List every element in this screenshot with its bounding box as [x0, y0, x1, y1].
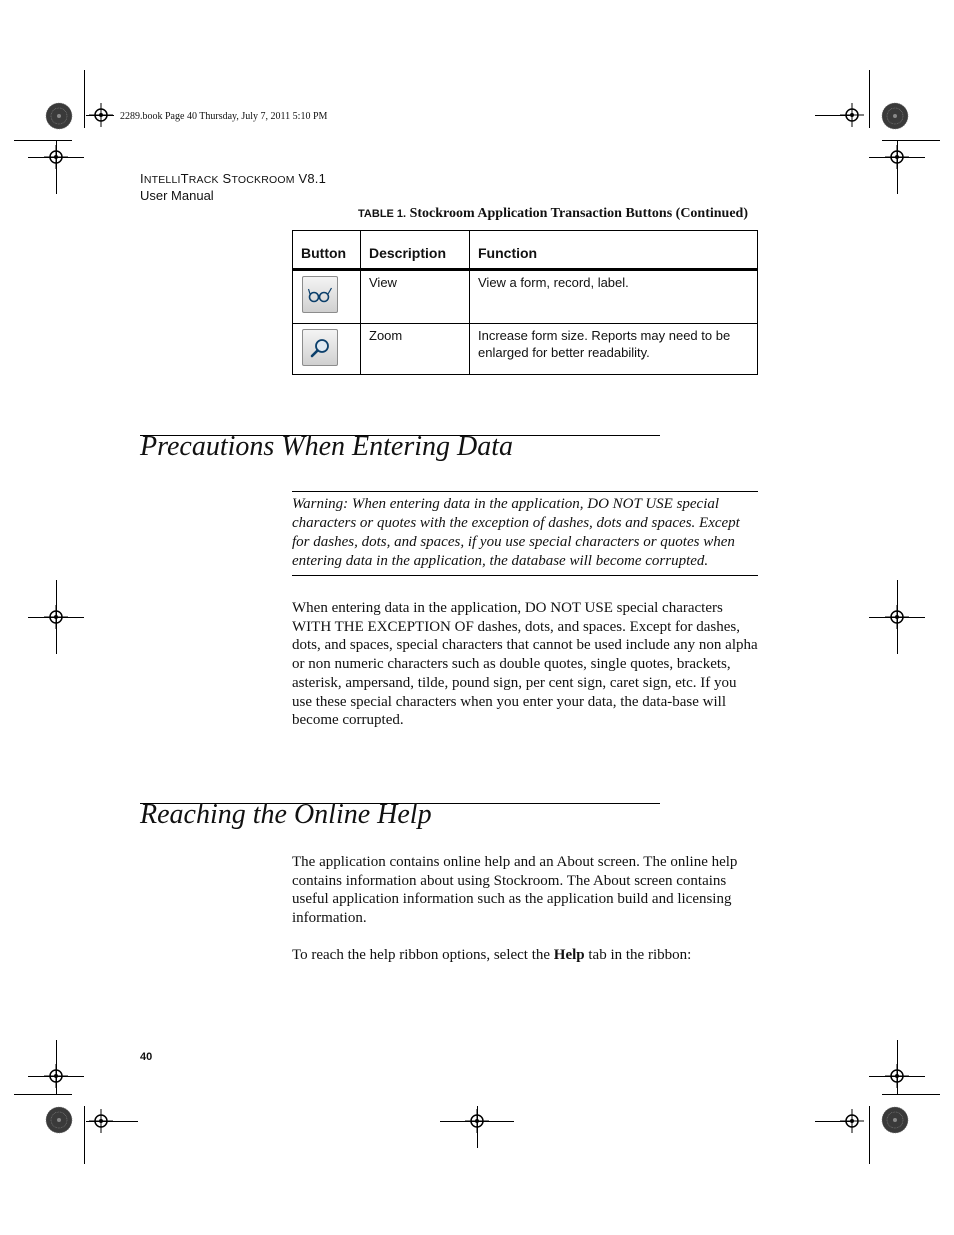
- header-text: T: [180, 171, 189, 186]
- body-paragraph: The application contains online help and an About screen. The online help contains information about using Stockroom. The About screen contains useful application information such as the application build and licensing information.: [292, 854, 738, 927]
- table-row: [293, 270, 758, 324]
- registration-mark-icon: [44, 605, 68, 629]
- table-row: [293, 324, 758, 375]
- glasses-icon: [307, 286, 333, 304]
- starburst-mark-icon: [45, 102, 73, 130]
- column-header: Description: [361, 231, 470, 270]
- starburst-mark-icon: [881, 1106, 909, 1134]
- body-paragraph: [292, 946, 758, 965]
- warning-box: Warning: When entering data in the application, DO NOT USE special characters or quotes with the exception of dashes, dots and spaces. Except for dashes, dots, and spaces, if you use special characters or quotes when entering data in the application, the database will become corrupted.: [292, 491, 758, 576]
- registration-mark-icon: [885, 605, 909, 629]
- crop-line: [14, 1094, 72, 1095]
- table-header-row: [293, 231, 758, 270]
- body-text: tab in the ribbon:: [584, 947, 692, 963]
- registration-mark-icon: [89, 1109, 113, 1133]
- registration-mark-icon: [44, 145, 68, 169]
- magnifier-icon: [309, 337, 331, 359]
- registration-mark-icon: [465, 1109, 489, 1133]
- crop-line: [14, 140, 72, 141]
- registration-mark-icon: [885, 145, 909, 169]
- function-cell: Increase form size. Reports may need to be enlarged for better readability.: [470, 324, 758, 375]
- help-tab-term: Help: [553, 947, 585, 963]
- button-cell: [293, 270, 361, 324]
- button-cell: [293, 324, 361, 375]
- header-text: TOCKROOM: [231, 174, 295, 186]
- running-header-title: [140, 171, 326, 186]
- header-text: NTELLI: [143, 174, 181, 186]
- header-text: RACK: [188, 174, 219, 186]
- header-text: S: [218, 171, 232, 186]
- section-heading: Reaching the Online Help: [140, 799, 432, 830]
- table-caption: [292, 206, 748, 222]
- registration-mark-icon: [44, 1064, 68, 1088]
- table-label: TABLE 1.: [358, 208, 407, 220]
- column-header: Button: [293, 231, 361, 270]
- crop-line: [84, 70, 85, 128]
- description-cell: Zoom: [361, 324, 470, 375]
- registration-mark-icon: [840, 1109, 864, 1133]
- table-caption-text: Stockroom Application Transaction Buttons (Continued): [406, 206, 748, 221]
- function-cell: View a form, record, label.: [470, 270, 758, 324]
- crop-line: [882, 1094, 940, 1095]
- crop-line: [882, 140, 940, 141]
- transaction-buttons-table: [292, 230, 758, 375]
- starburst-mark-icon: [45, 1106, 73, 1134]
- print-slug: 2289.book Page 40 Thursday, July 7, 2011 5:10 PM: [120, 111, 328, 122]
- header-text: V8.1: [294, 171, 327, 186]
- body-paragraph: When entering data in the application, DO NOT USE special characters WITH THE EXCEPTION OF dashes, dots, and spaces. Except for dashes, dots, and spaces, special characters that cannot be used include any non alpha or non numeric characters such as double quotes, single quotes, brackets, asterisk, ampersand, tilde, pound sign, per cent sign, caret sign, etc. If you use these special characters when you enter your data, the data-base will become corrupted.: [292, 600, 758, 729]
- zoom-button: [302, 329, 338, 366]
- body-text: To reach the help ribbon options, select the: [292, 947, 554, 963]
- view-button: [302, 276, 338, 313]
- crop-line: [869, 70, 870, 128]
- registration-mark-icon: [840, 103, 864, 127]
- header-text: I: [140, 171, 144, 186]
- running-header-subtitle: User Manual: [140, 188, 214, 203]
- description-cell: View: [361, 270, 470, 324]
- crop-line: [84, 1106, 85, 1164]
- page-number: 40: [140, 1051, 153, 1063]
- starburst-mark-icon: [881, 102, 909, 130]
- crop-line: [869, 1106, 870, 1164]
- column-header: Function: [470, 231, 758, 270]
- registration-mark-icon: [885, 1064, 909, 1088]
- section-heading: Precautions When Entering Data: [140, 431, 514, 462]
- registration-mark-icon: [89, 103, 113, 127]
